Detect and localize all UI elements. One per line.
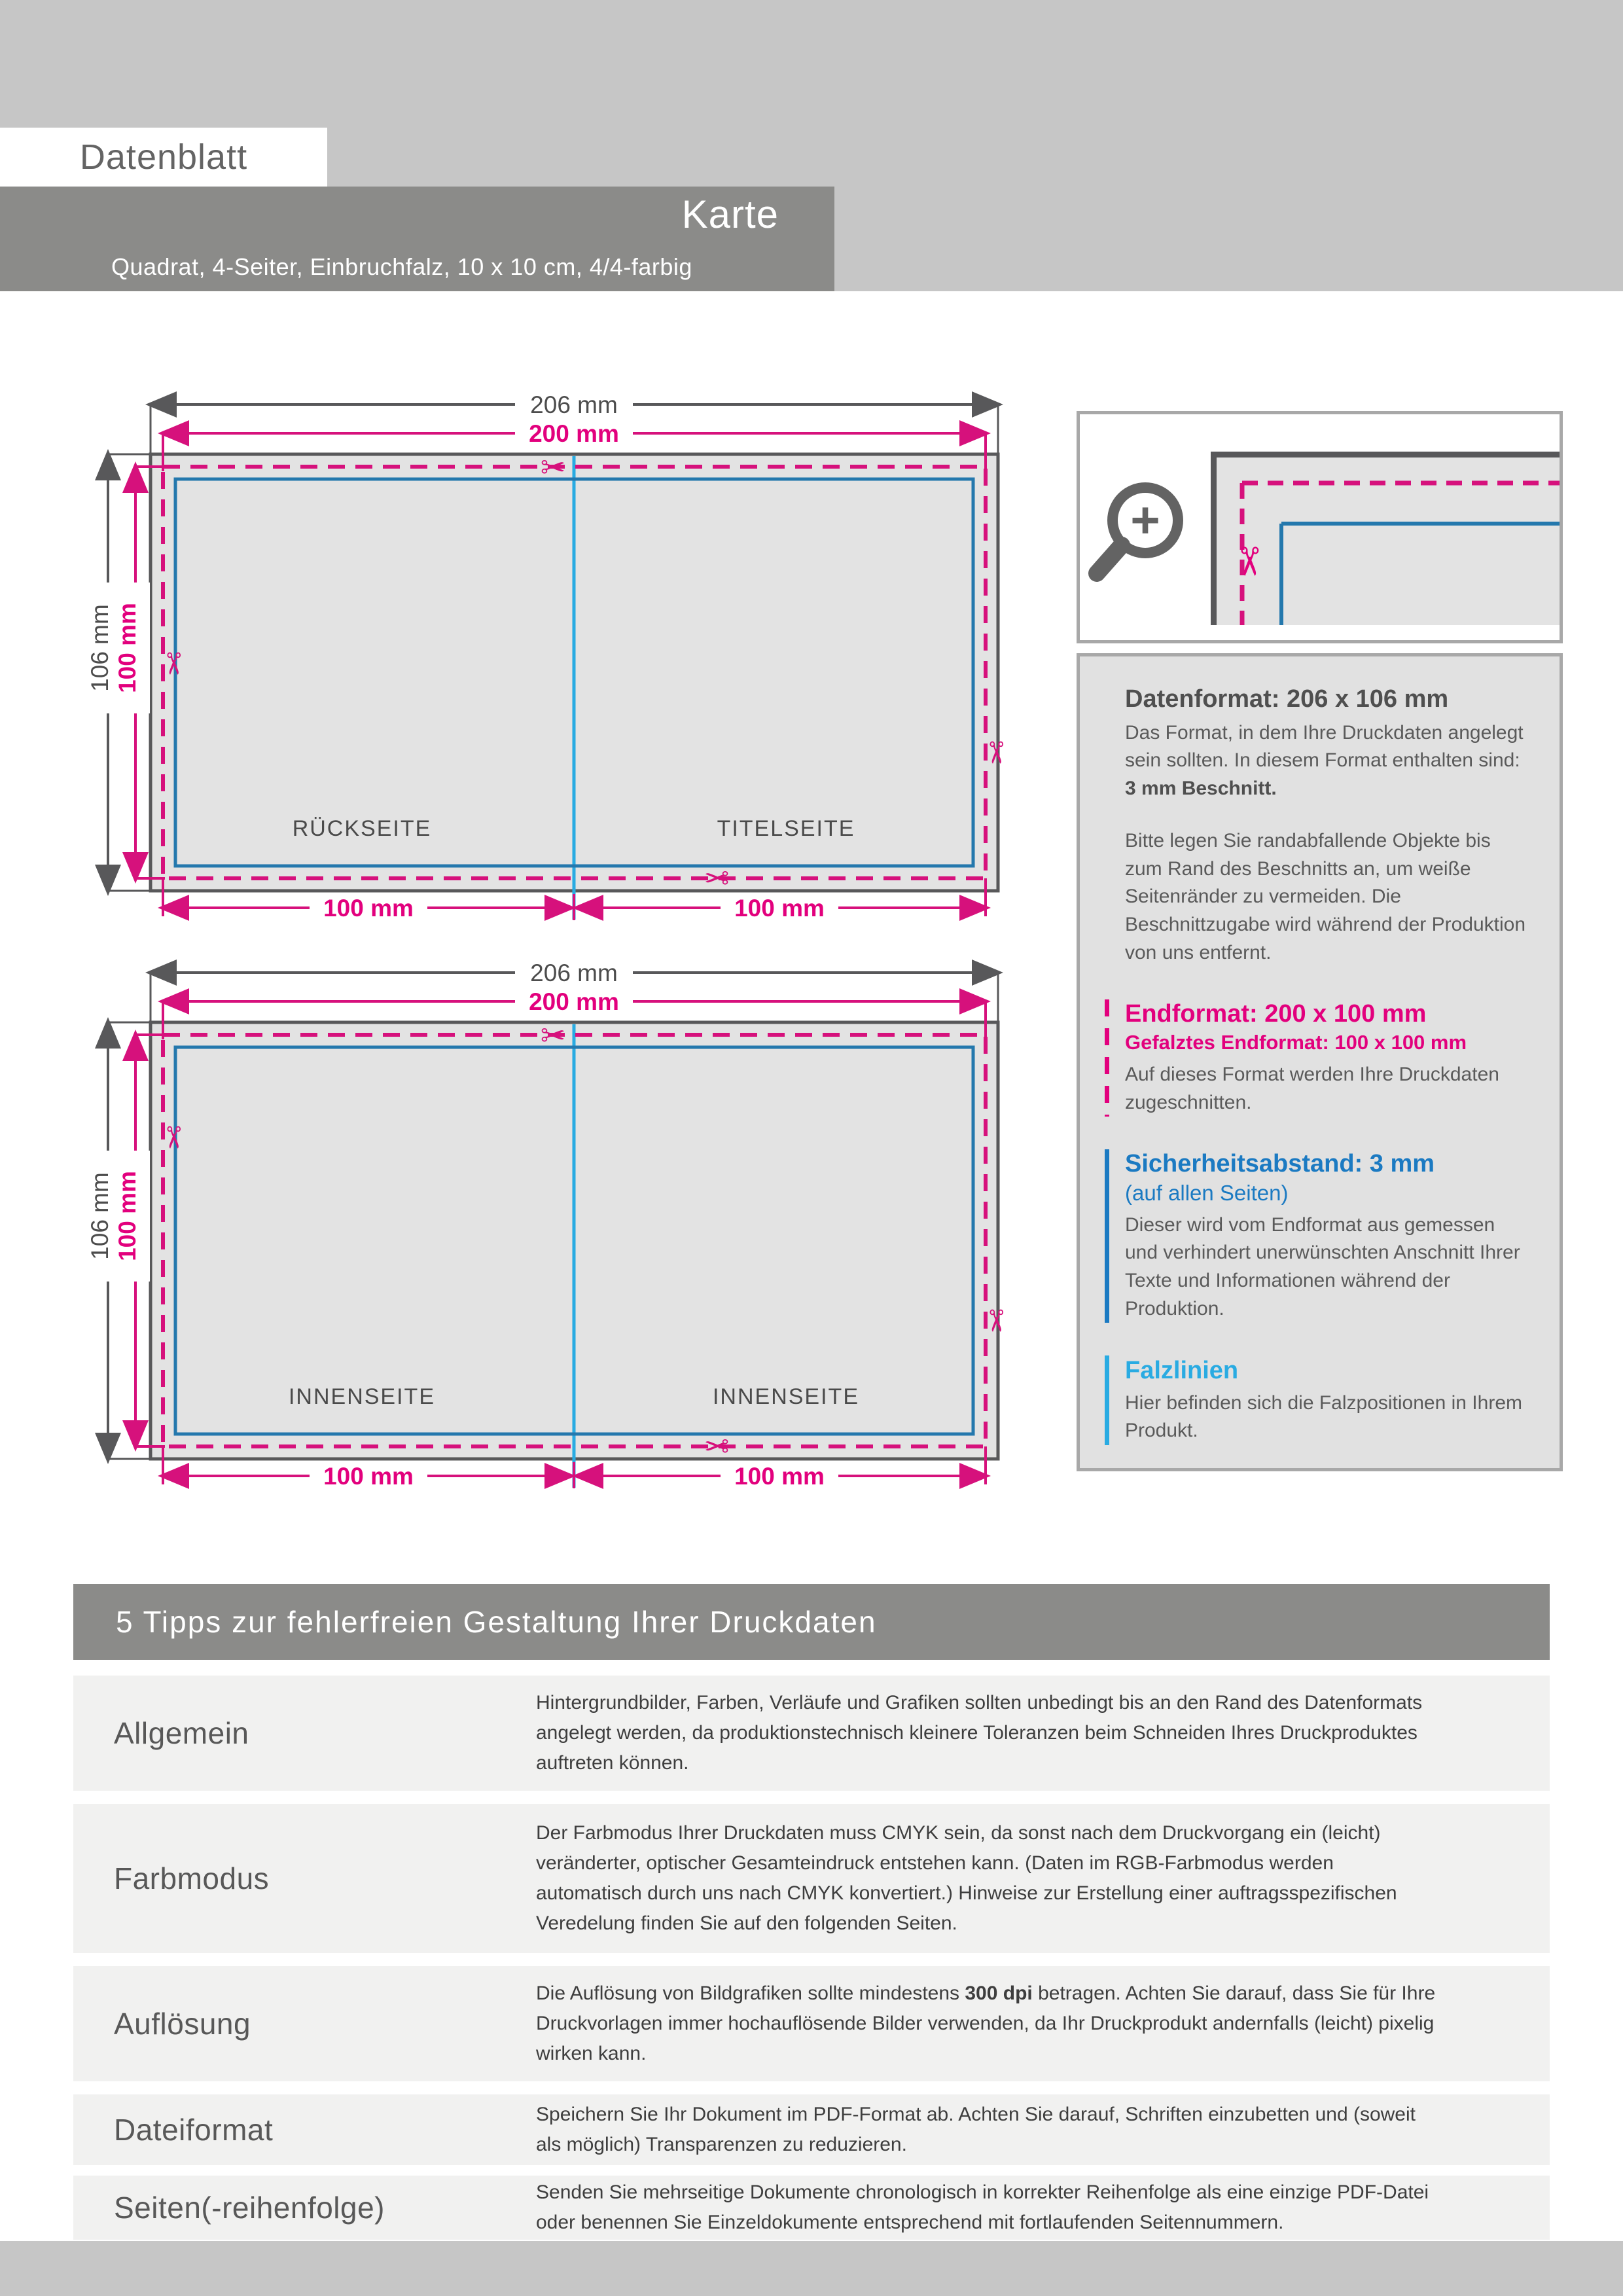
tip-row-allgemein	[73, 1676, 1550, 1791]
endformat-heading: Endformat: 200 x 100 mm	[1125, 1000, 1427, 1028]
scissors-icon: ✂	[704, 861, 730, 895]
dim-label-206: 206 mm	[530, 391, 618, 418]
tip-text: Hintergrundbilder, Farben, Verläufe und Grafiken sollten unbedingt bis an den Rand des Datenformats angelegt werden, da produktionstechnisch kleinere Toleranzen beim Schneiden Ihres Druckproduktes auftreten können.	[536, 1692, 1423, 1774]
sicherheitsabstand-rail	[1105, 1149, 1109, 1323]
product-title-bar	[0, 187, 834, 291]
scissors-icon: ✂	[1227, 545, 1271, 579]
page-label-front: TITELSEITE	[717, 816, 855, 841]
datenformat-section	[1105, 684, 1527, 967]
dim-label-200: 200 mm	[529, 988, 619, 1015]
falzlinien-heading: Falzlinien	[1125, 1357, 1239, 1385]
tip-label: Farbmodus	[114, 1861, 270, 1895]
magnifier-plus: +	[1130, 491, 1160, 548]
page-label-inner-right: INNENSEITE	[712, 1384, 860, 1409]
dim-label-106: 106 mm	[86, 604, 113, 692]
tip-text: Speichern Sie Ihr Dokument im PDF-Format ab. Achten Sie darauf, Schriften einzubetten und (soweit als möglich) Transparenzen zu reduzieren.	[536, 2104, 1416, 2155]
product-subtitle: Quadrat, 4-Seiter, Einbruchfalz, 10 x 10 cm, 4/4-farbig	[111, 253, 692, 280]
falzlinien-rail	[1105, 1355, 1109, 1445]
dim-label-100v: 100 mm	[114, 603, 141, 693]
tip-label: Dateiformat	[114, 2113, 274, 2147]
dim-label-200: 200 mm	[529, 420, 619, 447]
dim-label-100-right: 100 mm	[734, 895, 825, 922]
sheet-label-box	[0, 128, 327, 187]
tip-text: Der Farbmodus Ihrer Druckdaten muss CMYK sein, da sonst nach dem Druckvorgang ein (leicht) veränderter, optischer Gesamteindruck entstehen kann. (Daten im RGB-Farbmodus werden automatisch durch uns nach CMYK konvertiert.) Hinweise zur Erstellung einer auftragsspezifischen Veredelung finden Sie auf den folgenden Seiten.	[536, 1822, 1397, 1934]
datenformat-body: Das Format, in dem Ihre Druckdaten angelegt sein sollten. In diesem Format enthalten sind: 3 mm Beschnitt.	[1125, 721, 1524, 799]
diagram-outside-pages	[39, 367, 1060, 929]
endformat-subheading: Gefalztes Endformat: 100 x 100 mm	[1125, 1030, 1467, 1054]
scissors-icon: ✂	[704, 1429, 730, 1463]
falzlinien-body: Hier befinden sich die Falzpositionen in Ihrem Produkt.	[1125, 1391, 1522, 1442]
tip-row-dateiformat	[73, 2094, 1550, 2165]
page-label-inner-left: INNENSEITE	[288, 1384, 436, 1409]
tip-row-seitenreihenfolge	[73, 2176, 1550, 2240]
endformat-rail	[1105, 999, 1109, 1117]
dim-label-100v: 100 mm	[114, 1171, 141, 1261]
datenformat-body2: Bitte legen Sie randabfallende Objekte bis zum Rand des Beschnitts an, um weiße Seitenränder zu vermeiden. Die Beschnittzugabe wird während der Produktion von uns entfernt.	[1125, 830, 1526, 963]
sicherheitsabstand-heading: Sicherheitsabstand: 3 mm	[1125, 1150, 1435, 1178]
zoom-detail-box	[1077, 411, 1563, 643]
sicherheitsabstand-body: Dieser wird vom Endformat aus gemessen und verhindert unerwünschten Anschnitt Ihrer Texte und Informationen während der Produktion.	[1125, 1213, 1520, 1319]
mini-card	[1211, 452, 1560, 625]
dim-label-100-right: 100 mm	[734, 1463, 825, 1490]
tip-label: Seiten(-reihenfolge)	[114, 2191, 385, 2225]
dim-label-206: 206 mm	[530, 960, 618, 986]
format-info-panel	[1077, 653, 1563, 1471]
endformat-body: Auf dieses Format werden Ihre Druckdaten zugeschnitten.	[1125, 1064, 1499, 1113]
scissors-icon: ✂	[540, 450, 566, 484]
sicherheitsabstand-subheading: (auf allen Seiten)	[1125, 1180, 1289, 1205]
scissors-icon: ✂	[540, 1018, 566, 1052]
scissors-icon: ✂	[979, 1308, 1013, 1334]
footer-band	[0, 2241, 1623, 2296]
dim-label-100-left: 100 mm	[323, 895, 414, 922]
product-title: Karte	[681, 192, 779, 236]
tips-header-bar	[73, 1584, 1550, 1660]
dim-label-106: 106 mm	[86, 1172, 113, 1260]
page-label-back: RÜCKSEITE	[292, 816, 432, 841]
tip-label: Auflösung	[114, 2007, 251, 2041]
sicherheitsabstand-section	[1105, 1149, 1527, 1323]
datenformat-heading: Datenformat: 206 x 106 mm	[1125, 685, 1449, 713]
tip-label: Allgemein	[114, 1716, 249, 1750]
dim-label-100-left: 100 mm	[323, 1463, 414, 1490]
tip-text: Die Auflösung von Bildgrafiken sollte mindestens 300 dpi betragen. Achten Sie darauf, dass Sie für Ihre Druckvorlagen immer hochauflösende Bilder verwenden, da Ihr Druckprodukt andernfalls (leicht) pixelig wirken kann.	[536, 1982, 1436, 2064]
diagram-inside-pages	[39, 935, 1060, 1498]
endformat-section	[1105, 999, 1527, 1117]
tip-text: Senden Sie mehrseitige Dokumente chronologisch in korrekter Reihenfolge als eine einzige PDF-Datei oder benennen Sie Einzeldokumente entsprechend mit fortlaufenden Seitennummern.	[536, 2181, 1429, 2233]
tip-row-aufloesung	[73, 1966, 1550, 2081]
scissors-icon: ✂	[979, 740, 1013, 766]
scissors-icon: ✂	[156, 651, 190, 677]
tips-heading: 5 Tipps zur fehlerfreien Gestaltung Ihrer Druckdaten	[116, 1605, 877, 1639]
falzlinien-section	[1105, 1355, 1527, 1445]
sheet-label: Datenblatt	[79, 137, 248, 177]
tip-row-farbmodus	[73, 1804, 1550, 1953]
zoom-detail-illustration	[1080, 414, 1560, 640]
scissors-icon: ✂	[156, 1124, 190, 1151]
